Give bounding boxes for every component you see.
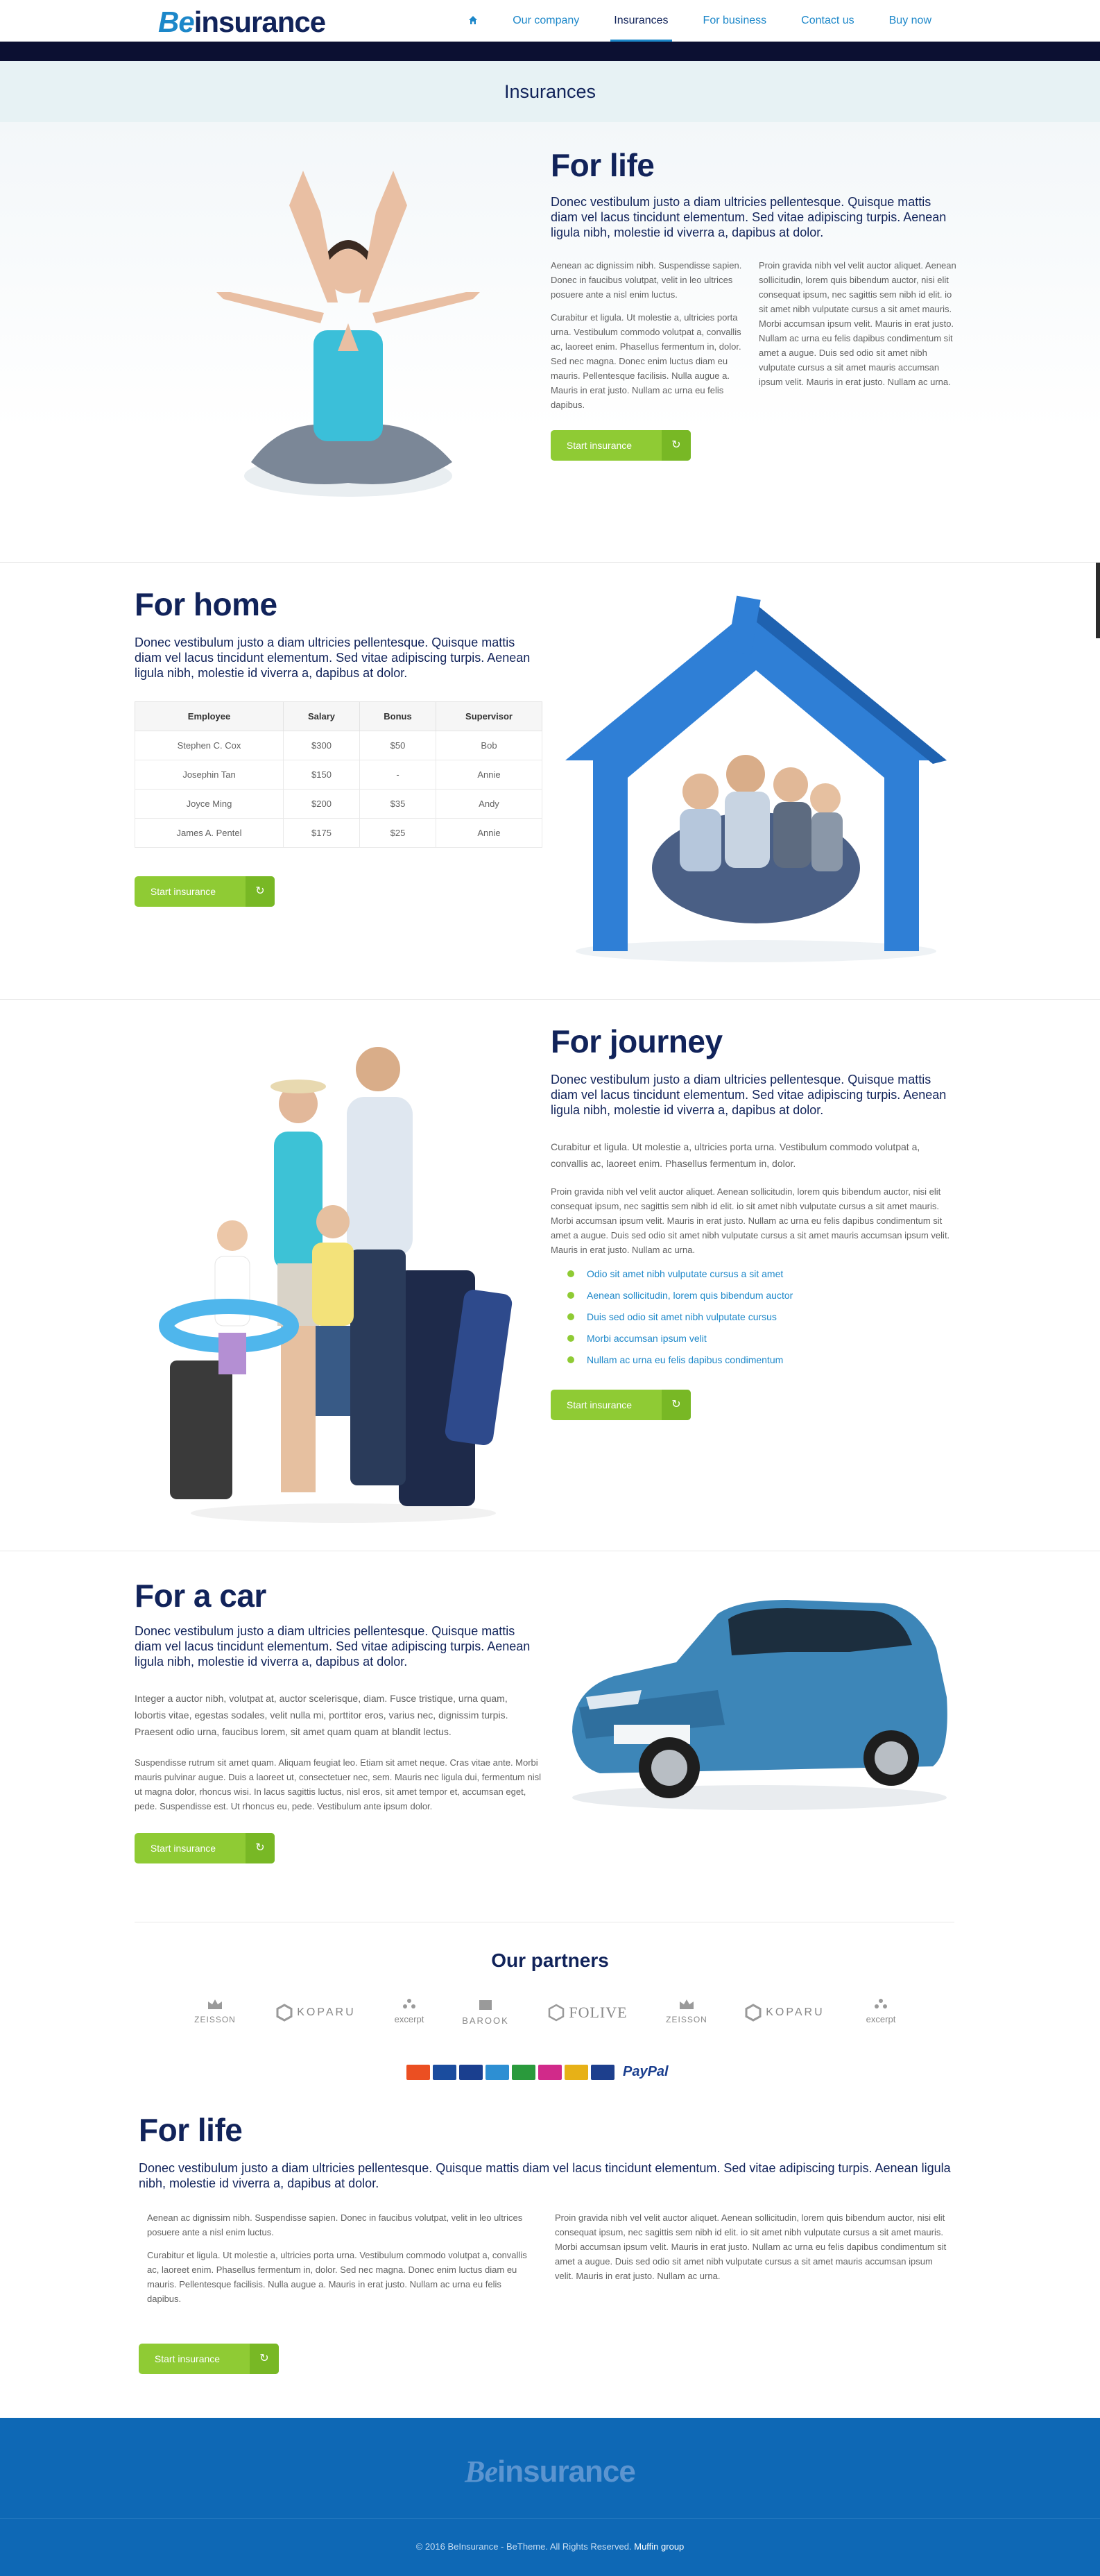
for-life-col2 bbox=[759, 258, 956, 389]
site-logo[interactable]: Beinsurance bbox=[158, 6, 326, 38]
partner-logo-excerpt[interactable]: excerpt bbox=[860, 1998, 902, 2024]
blue-car-image bbox=[558, 1586, 954, 1815]
for-life-title: For life bbox=[551, 147, 655, 183]
list-item: Duis sed odio sit amet nibh vulputate cursus bbox=[567, 1306, 793, 1328]
refresh-icon: ↻ bbox=[246, 876, 275, 907]
table-header: Salary bbox=[284, 702, 360, 731]
table-header: Employee bbox=[135, 702, 284, 731]
for-home-lead: Donec vestibulum justo a diam ultricies pellentesque. Quisque mattis diam vel lacus tincidunt elementum. Sed vitae adipiscing turpis. Aenean ligula nibh, molestie id viverra a, dapibus at dolor. bbox=[135, 636, 531, 680]
for-life-col1-p1: Aenean ac dignissim nibh. Suspendisse sapien. Donec in faucibus volutpat, velit in leo ultrices posuere ante a nisl enim luctus. bbox=[551, 260, 742, 300]
for-life-col1-p2: Curabitur et ligula. Ut molestie a, ultricies porta urna. Vestibulum commodo volutpat a, convallis ac, laoreet enim. Phasellus fermentum in, dolor. Sed nec magna. Donec enim luctus diam eu mauris. Pellentesque facilisis. Nulla augue a. Mauris in erat justo. Nullam ac urna eu felis dapibus. bbox=[551, 312, 741, 410]
journey-feature-list bbox=[567, 1263, 793, 1371]
table-header-row bbox=[135, 702, 542, 731]
paypal-logo: PayPal bbox=[623, 2064, 669, 2079]
payment-methods bbox=[406, 2064, 669, 2080]
table-row: James A. Pentel $175 $25 Annie bbox=[135, 819, 542, 848]
start-insurance-button-car[interactable]: Start insurance ↻ bbox=[135, 1833, 275, 1863]
crown-icon bbox=[678, 1998, 695, 2011]
menu-item-insurances[interactable]: Insurances bbox=[596, 0, 685, 42]
section-for-a-car bbox=[0, 1551, 1100, 1922]
start-insurance-button-life[interactable]: Start insurance ↻ bbox=[551, 430, 691, 461]
section-for-journey bbox=[0, 1000, 1100, 1551]
refresh-icon: ↻ bbox=[662, 430, 691, 461]
refresh-icon: ↻ bbox=[250, 2344, 279, 2374]
site-header bbox=[0, 0, 1100, 42]
for-life-2-lead: Donec vestibulum justo a diam ultricies pellentesque. Quisque mattis diam vel lacus tincidunt elementum. Sed vitae adipiscing turpis. Aenean ligula nibh, molestie id viverra a, dapibus at dolor. bbox=[139, 2161, 951, 2190]
employee-table bbox=[135, 701, 542, 848]
partner-logo-barook[interactable]: BAROOK bbox=[461, 1998, 510, 2026]
main-menu bbox=[451, 0, 949, 42]
refresh-icon: ↻ bbox=[662, 1390, 691, 1420]
for-journey-p1: Curabitur et ligula. Ut molestie a, ultricies porta urna. Vestibulum commodo volutpat a, convallis ac, laoreet enim. Phasellus fermentum in, dolor. bbox=[551, 1141, 920, 1169]
cube-icon bbox=[477, 1998, 494, 2012]
for-a-car-lead: Donec vestibulum justo a diam ultricies pellentesque. Quisque mattis diam vel lacus tincidunt elementum. Sed vitae adipiscing turpis. Aenean ligula nibh, molestie id viverra a, dapibus at dolor. bbox=[135, 1624, 531, 1669]
for-home-title: For home bbox=[135, 586, 277, 622]
cirrus-icon bbox=[512, 2065, 535, 2080]
partner-logo-koparu[interactable]: KOPARU bbox=[270, 2004, 361, 2022]
refresh-icon: ↻ bbox=[246, 1833, 275, 1863]
table-header: Bonus bbox=[360, 702, 436, 731]
table-header: Supervisor bbox=[436, 702, 542, 731]
muffin-group-link[interactable]: Muffin group bbox=[634, 2541, 685, 2552]
hexagon-icon bbox=[275, 2004, 293, 2022]
dots-icon bbox=[873, 1998, 889, 2011]
crown-icon bbox=[207, 1998, 223, 2011]
for-a-car-title: For a car bbox=[135, 1578, 266, 1614]
start-insurance-button-life-2[interactable]: Start insurance ↻ bbox=[139, 2344, 279, 2374]
hexagon-icon bbox=[744, 2004, 762, 2022]
menu-item-contact-us[interactable]: Contact us bbox=[801, 15, 854, 26]
for-life-2-col1-p2: Curabitur et ligula. Ut molestie a, ultricies porta urna. Vestibulum commodo volutpat a, convallis ac, laoreet enim. Phasellus fermentum in, dolor. Sed nec magna. Donec enim luctus diam eu mauris. Pellentesque facilisis. Nulla augue a. Mauris in erat justo. Nullam ac urna eu felis dapibus. bbox=[147, 2250, 527, 2304]
for-life-col1 bbox=[551, 258, 745, 412]
list-item: Odio sit amet nibh vulputate cursus a sit amet bbox=[567, 1263, 793, 1285]
visa-electron-icon bbox=[591, 2065, 615, 2080]
list-item: Aenean sollicitudin, lorem quis bibendum auctor bbox=[567, 1285, 793, 1306]
maestro-icon bbox=[433, 2065, 456, 2080]
discover-icon bbox=[538, 2065, 562, 2080]
mastercard-icon bbox=[406, 2065, 430, 2080]
menu-item-for-business[interactable]: For business bbox=[703, 15, 767, 26]
copyright: © 2016 BeInsurance - BeTheme. All Rights Reserved. Muffin group bbox=[415, 2541, 685, 2552]
partner-logo-zeisson[interactable]: ZEISSON bbox=[194, 1998, 236, 2024]
for-journey-lead: Donec vestibulum justo a diam ultricies pellentesque. Quisque mattis diam vel lacus tincidunt elementum. Sed vitae adipiscing turpis. Aenean ligula nibh, molestie id viverra a, dapibus at dolor. bbox=[551, 1073, 947, 1117]
for-journey-p2: Proin gravida nibh vel velit auctor aliquet. Aenean sollicitudin, lorem quis bibendum auctor, nisi elit consequat ipsum, nec sagittis sem nibh id elit. io sit amet nibh vulputate cursus a sit amet mauris. Morbi accumsan ipsum velit. Mauris in erat justo. Nullam ac urna eu felis dapibus condimentum sit amet a augue. Duis sed odio sit amet nibh vulputate cursus a sit amet mauris accumsan ipsum velit. Mauris in erat justo. Nullam ac urna. bbox=[551, 1186, 950, 1255]
menu-item-buy-now[interactable]: Buy now bbox=[888, 15, 931, 26]
footer-divider bbox=[0, 2518, 1100, 2519]
hexagon-icon bbox=[547, 2004, 565, 2022]
for-life-lead: Donec vestibulum justo a diam ultricies pellentesque. Quisque mattis diam vel lacus tincidunt elementum. Sed vitae adipiscing turpis. Aenean ligula nibh, molestie id viverra a, dapibus at dolor. bbox=[551, 195, 947, 239]
partner-logo-zeisson[interactable]: ZEISSON bbox=[666, 1998, 707, 2024]
yoga-woman-image bbox=[182, 150, 515, 524]
list-item: Nullam ac urna eu felis dapibus condimentum bbox=[567, 1349, 793, 1371]
start-insurance-button-home[interactable]: Start insurance ↻ bbox=[135, 876, 275, 907]
section-for-life-2 bbox=[0, 2109, 1100, 2414]
footer-logo[interactable]: Beinsurance bbox=[465, 2455, 635, 2489]
western-union-icon bbox=[565, 2065, 588, 2080]
header-dark-bar bbox=[0, 42, 1100, 61]
partners-title: Our partners bbox=[491, 1950, 609, 1971]
partner-logo-excerpt[interactable]: excerpt bbox=[388, 1998, 430, 2024]
for-life-2-title: For life bbox=[139, 2112, 243, 2148]
house-family-image bbox=[558, 590, 954, 965]
table-row: Josephin Tan $150 - Annie bbox=[135, 760, 542, 790]
home-icon bbox=[468, 15, 478, 25]
family-travel-image bbox=[149, 1027, 538, 1527]
subheader bbox=[0, 61, 1100, 122]
for-a-car-p2: Suspendisse rutrum sit amet quam. Aliquam feugiat leo. Etiam sit amet neque. Cras vitae ante. Morbi mauris pulvinar augue. Duis a laoreet ut, consectetuer nec, sem. Mauris nec ligula dui, fermentum nisl ut magna dolor, rhoncus wisi. In lacus sagittis luctus, nisl eros, sit amet tempor et, accumsan eget, pede. Suspendisse est. Ut rhoncus eu, pede. Vestibulum ante ipsum dolor. bbox=[135, 1757, 542, 1811]
partner-logo-folive[interactable]: FOLIVE bbox=[542, 2004, 633, 2022]
menu-item-our-company[interactable]: Our company bbox=[513, 15, 580, 26]
for-journey-title: For journey bbox=[551, 1023, 723, 1059]
list-item: Morbi accumsan ipsum velit bbox=[567, 1328, 793, 1349]
for-life-2-col2-p1: Proin gravida nibh vel velit auctor aliquet. Aenean sollicitudin, lorem quis bibendum auctor, nisi elit consequat ipsum, nec sagittis sem nibh id elit. io sit amet nibh vulputate cursus a sit amet mauris. Morbi accumsan ipsum velit. Mauris in erat justo. Nullam ac urna eu felis dapibus condimentum sit amet a augue. Duis sed odio sit amet nibh vulputate cursus a sit amet mauris accumsan ipsum velit. Mauris in erat justo. Nullam ac urna. bbox=[555, 2212, 947, 2281]
visa-icon bbox=[459, 2065, 483, 2080]
table-row: Stephen C. Cox $300 $50 Bob bbox=[135, 731, 542, 760]
for-life-col2-p1: Proin gravida nibh vel velit auctor aliquet. Aenean sollicitudin, lorem quis bibendum auctor, nisi elit consequat ipsum, nec sagittis sem nibh id elit. io sit amet nibh vulputate cursus a sit amet mauris. Morbi accumsan ipsum velit. Mauris in erat justo. Nullam ac urna eu felis dapibus condimentum sit amet a augue. Duis sed odio sit amet nibh vulputate cursus a sit amet mauris accumsan ipsum velit. Mauris in erat justo. Nullam ac urna. bbox=[759, 260, 956, 387]
dots-icon bbox=[401, 1998, 418, 2011]
amex-icon bbox=[485, 2065, 509, 2080]
partner-logo-koparu[interactable]: KOPARU bbox=[739, 2004, 830, 2022]
section-for-home bbox=[0, 563, 1100, 999]
menu-item-home[interactable] bbox=[451, 0, 495, 42]
for-life-2-col1 bbox=[147, 2210, 535, 2306]
section-for-life bbox=[0, 122, 1100, 562]
page-title: Insurances bbox=[504, 81, 596, 102]
site-footer bbox=[0, 2418, 1100, 2576]
table-row: Joyce Ming $200 $35 Andy bbox=[135, 790, 542, 819]
for-life-2-col2 bbox=[555, 2210, 950, 2283]
start-insurance-button-journey[interactable]: Start insurance ↻ bbox=[551, 1390, 691, 1420]
for-life-2-col1-p1: Aenean ac dignissim nibh. Suspendisse sapien. Donec in faucibus volutpat, velit in leo ultrices posuere ante a nisl enim luctus. bbox=[147, 2212, 523, 2237]
for-a-car-p1: Integer a auctor nibh, volutpat at, auctor scelerisque, diam. Fusce tristique, urna quam, lobortis vitae, egestas sodales, velit nulla mi, porttitor eros, varius nec, dignissim turpis. Praesent odio urna, faucibus lorem, sit amet quam quam at blandit lectus. bbox=[135, 1693, 508, 1737]
